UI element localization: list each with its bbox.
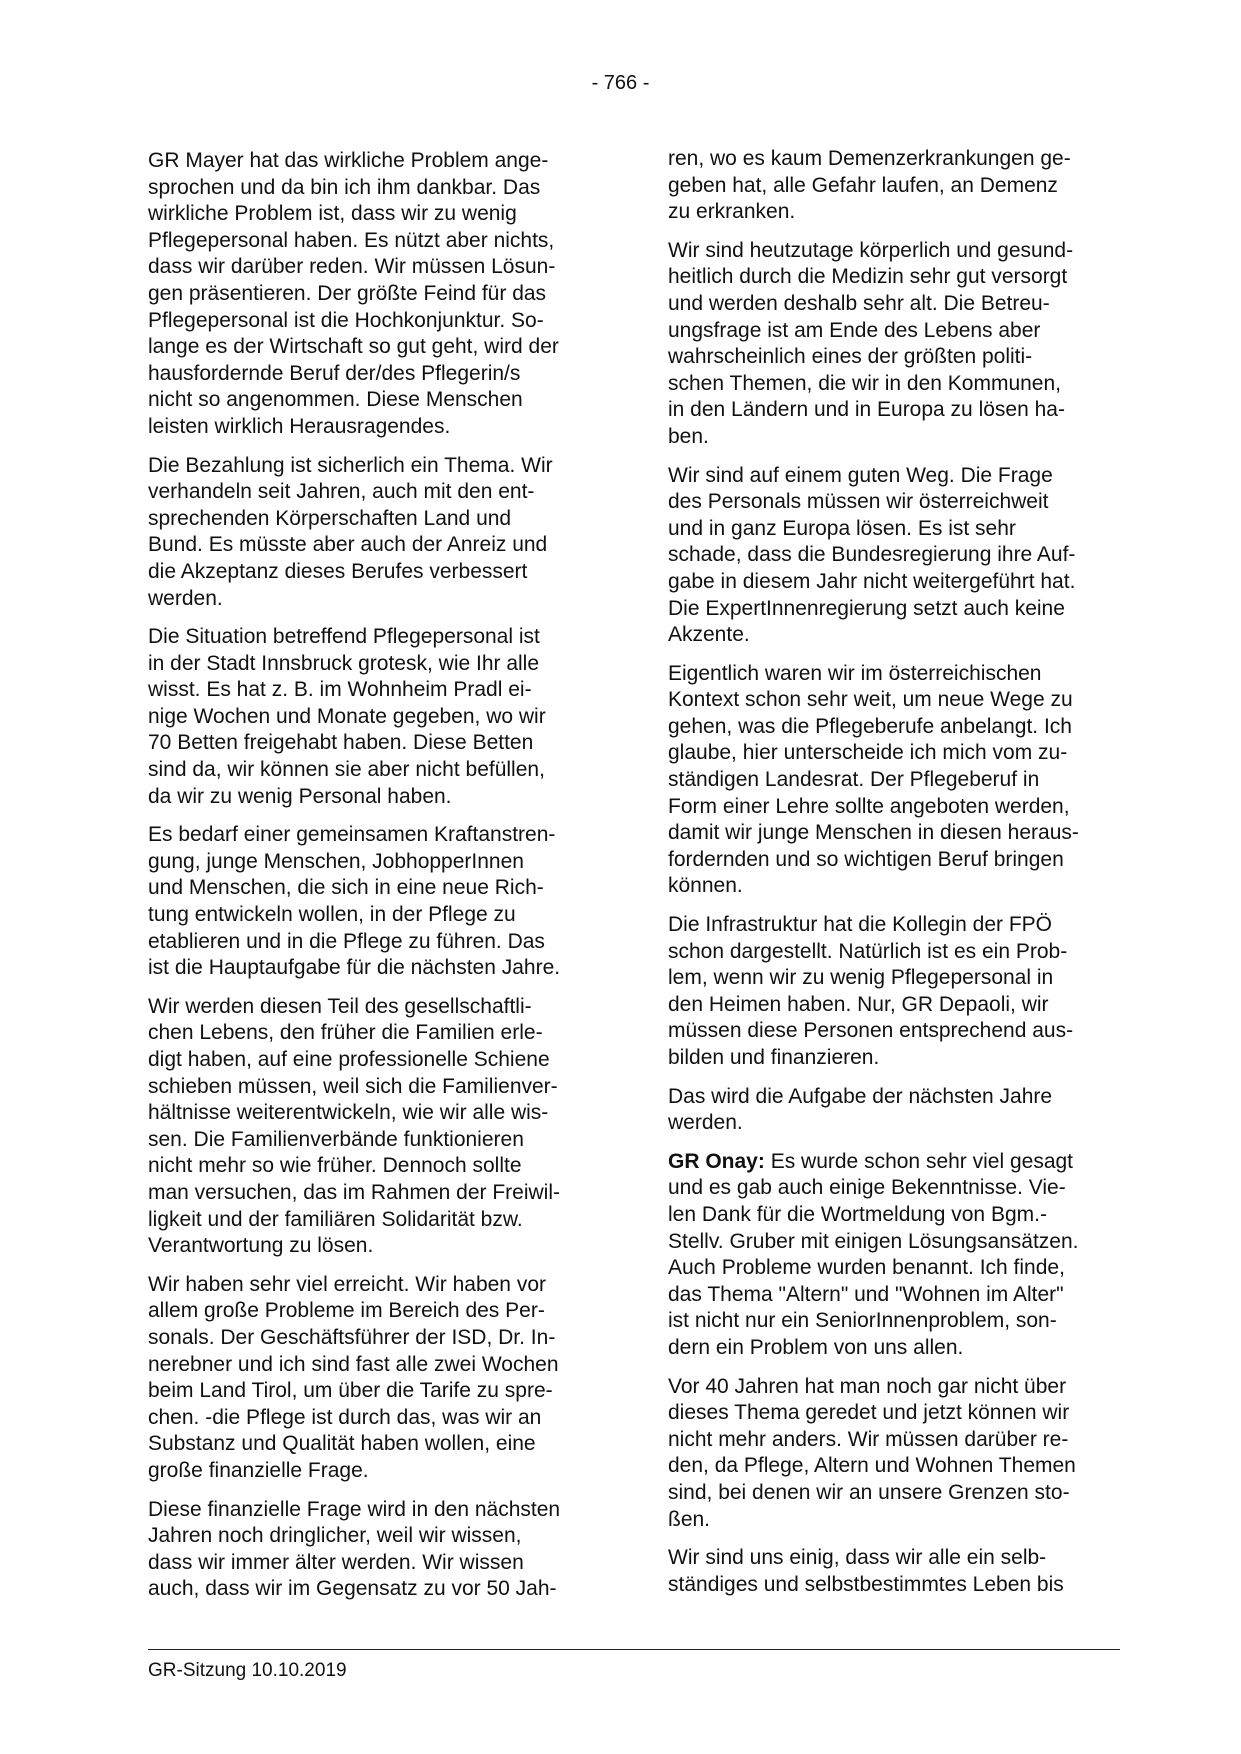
text-line: nerebner und ich sind fast alle zwei Wochen — [148, 1352, 559, 1376]
text-line: chen Lebens, den früher die Familien erle- — [148, 1021, 543, 1045]
text-line: den, da Pflege, Altern und Wohnen Themen — [668, 1454, 1076, 1478]
text-line: und es gab auch einige Bekenntnisse. Vie- — [668, 1176, 1066, 1200]
paragraph — [668, 1149, 1120, 1362]
footer-divider — [148, 1649, 1120, 1650]
text-line: Pflegepersonal haben. Es nützt aber nichts, — [148, 228, 555, 252]
text-line: Wir werden diesen Teil des gesellschaftli- — [148, 994, 532, 1018]
text-line: in den Ländern und in Europa zu lösen ha- — [668, 398, 1065, 422]
paragraph — [668, 1545, 1120, 1598]
text-line: ben. — [668, 424, 709, 448]
paragraph — [148, 1272, 600, 1485]
text-line: tung entwickeln wollen, in der Pflege zu — [148, 903, 516, 927]
text-line: den Heimen haben. Nur, GR Depaoli, wir — [668, 992, 1049, 1016]
left-column — [148, 148, 600, 1615]
text-line: Vor 40 Jahren hat man noch gar nicht über — [668, 1374, 1067, 1398]
speaker-label: GR Onay: — [668, 1149, 765, 1173]
text-line: dass wir immer älter werden. Wir wissen — [148, 1550, 524, 1574]
paragraph — [148, 1497, 600, 1603]
text-line: Bund. Es müsste aber auch der Anreiz und — [148, 533, 548, 557]
text-line: Kontext schon sehr weit, um neue Wege zu — [668, 688, 1073, 712]
text-line: Die Bezahlung ist sicherlich ein Thema. Wir — [148, 453, 553, 477]
paragraph — [148, 148, 600, 441]
text-line: 70 Betten freigehabt haben. Diese Betten — [148, 731, 534, 755]
text-line: schieben müssen, weil sich die Familienver- — [148, 1074, 558, 1098]
text-line: nicht so angenommen. Diese Menschen — [148, 388, 523, 412]
paragraph — [668, 463, 1120, 649]
paragraph — [668, 912, 1120, 1072]
text-line: gehen, was die Pflegeberufe anbelangt. Ich — [668, 714, 1072, 738]
text-line: GR Mayer hat das wirkliche Problem ange- — [148, 149, 549, 172]
text-line: gabe in diesem Jahr nicht weitergeführt hat. — [668, 569, 1076, 593]
paragraph — [148, 453, 600, 613]
text-line: ständigen Landesrat. Der Pflegeberuf in — [668, 768, 1040, 792]
text-line: Pflegepersonal ist die Hochkonjunktur. So- — [148, 308, 544, 332]
text-line: Das wird die Aufgabe der nächsten Jahre — [668, 1084, 1053, 1108]
text-line: auch, dass wir im Gegensatz zu vor 50 Jah- — [148, 1577, 557, 1601]
text-line: die Akzeptanz dieses Berufes verbessert — [148, 559, 528, 583]
text-line: da wir zu wenig Personal haben. — [148, 784, 452, 808]
text-line: schon dargestellt. Natürlich ist es ein Prob- — [668, 939, 1068, 963]
text-line: nige Wochen und Monate gegeben, wo wir — [148, 704, 546, 728]
text-line: wisst. Es hat z. B. im Wohnheim Pradl ei- — [148, 678, 532, 702]
footer-session-date: GR-Sitzung 10.10.2019 — [148, 1660, 347, 1681]
text-line: ren, wo es kaum Demenzerkrankungen ge- — [668, 147, 1071, 170]
text-line: werden. — [668, 1111, 743, 1135]
text-line: und Menschen, die sich in eine neue Rich- — [148, 876, 544, 900]
text-line: Verantwortung zu lösen. — [148, 1234, 374, 1258]
text-line: ligkeit und der familiären Solidarität bzw. — [148, 1207, 523, 1231]
text-line: müssen diese Personen entsprechend aus- — [668, 1019, 1074, 1043]
text-line: sprochen und da bin ich ihm dankbar. Das — [148, 175, 541, 199]
text-line: leisten wirklich Herausragendes. — [148, 414, 451, 438]
text-line: werden. — [148, 586, 223, 610]
text-line: dieses Thema geredet und jetzt können wir — [668, 1401, 1070, 1425]
text-line: und in ganz Europa lösen. Es ist sehr — [668, 516, 1016, 540]
text-line: glaube, hier unterscheide ich mich vom zu- — [668, 741, 1068, 765]
text-line: Die Infrastruktur hat die Kollegin der FPÖ — [668, 913, 1053, 937]
text-line: sind da, wir können sie aber nicht befüllen, — [148, 758, 545, 782]
text-line: hältnisse weiterentwickeln, wie wir alle wis- — [148, 1101, 549, 1125]
text-line: können. — [668, 874, 743, 898]
text-line: ungsfrage ist am Ende des Lebens aber — [668, 318, 1041, 342]
text-line: ßen. — [668, 1507, 711, 1531]
text-line: man versuchen, das im Rahmen der Freiwil- — [148, 1180, 560, 1204]
paragraph — [668, 1374, 1120, 1534]
text-line: gung, junge Menschen, JobhopperInnen — [148, 849, 524, 873]
text-line: verhandeln seit Jahren, auch mit den ent- — [148, 480, 535, 504]
text-line: fordernden und so wichtigen Beruf bringen — [668, 847, 1064, 871]
text-line: Wir sind heutzutage körperlich und gesund- — [668, 238, 1074, 262]
paragraph — [668, 661, 1120, 900]
paragraph — [148, 994, 600, 1260]
text-line: Jahren noch dringlicher, weil wir wissen, — [148, 1524, 522, 1548]
text-line: Form einer Lehre sollte angeboten werden, — [668, 794, 1070, 818]
text-line: in der Stadt Innsbruck grotesk, wie Ihr alle — [148, 651, 540, 675]
text-line: Diese finanzielle Frage wird in den nächsten — [148, 1497, 561, 1521]
text-line: dass wir darüber reden. Wir müssen Lösun- — [148, 255, 556, 279]
text-line: das Thema "Altern" und "Wohnen im Alter" — [668, 1282, 1064, 1306]
text-line: allem große Probleme im Bereich des Per- — [148, 1299, 545, 1323]
text-line: große finanzielle Frage. — [148, 1458, 369, 1482]
text-line: schade, dass die Bundesregierung ihre Auf- — [668, 543, 1076, 567]
text-line: etablieren und in die Pflege zu führen. Das — [148, 929, 545, 953]
text-line: Es bedarf einer gemeinsamen Kraftanstren- — [148, 823, 556, 847]
text-line: lange es der Wirtschaft so gut geht, wird der — [148, 335, 559, 359]
paragraph — [148, 624, 600, 810]
right-column — [668, 146, 1120, 1610]
text-line: Eigentlich waren wir im österreichischen — [668, 661, 1042, 685]
paragraph — [668, 146, 1120, 226]
text-line: Die Situation betreffend Pflegepersonal ist — [148, 625, 540, 649]
text-line: chen. -die Pflege ist durch das, was wir an — [148, 1405, 542, 1429]
text-line: damit wir junge Menschen in diesen heraus- — [668, 821, 1079, 845]
text-line: Stellv. Gruber mit einigen Lösungsansätzen. — [668, 1229, 1079, 1253]
text-line: digt haben, auf eine professionelle Schiene — [148, 1048, 550, 1071]
text-line: bilden und finanzieren. — [668, 1046, 880, 1069]
text-line: sind, bei denen wir an unsere Grenzen sto- — [668, 1480, 1070, 1504]
text-line: und werden deshalb sehr alt. Die Betreu- — [668, 291, 1050, 315]
text-line — [668, 1149, 1120, 1176]
paragraph — [668, 1084, 1120, 1137]
text-line: Wir sind auf einem guten Weg. Die Frage — [668, 463, 1053, 487]
text-line: Akzente. — [668, 623, 750, 647]
text-line: wahrscheinlich eines der größten politi- — [668, 345, 1033, 369]
text-line: ist nicht nur ein SeniorInnenproblem, son- — [668, 1309, 1057, 1333]
text-line: sonals. Der Geschäftsführer der ISD, Dr. In- — [148, 1325, 556, 1349]
text-line: beim Land Tirol, um über die Tarife zu spre- — [148, 1379, 553, 1403]
text-line: Substanz und Qualität haben wollen, eine — [148, 1432, 536, 1456]
text-line: wirkliche Problem ist, dass wir zu wenig — [148, 202, 517, 226]
text-line: heitlich durch die Medizin sehr gut versorgt — [668, 265, 1068, 289]
text-line: gen präsentieren. Der größte Feind für das — [148, 281, 547, 305]
text-line: Die ExpertInnenregierung setzt auch keine — [668, 596, 1065, 620]
text-line: Wir haben sehr viel erreicht. Wir haben vor — [148, 1272, 546, 1296]
text-line: nicht mehr anders. Wir müssen darüber re- — [668, 1427, 1069, 1451]
paragraph — [668, 238, 1120, 451]
page-number: - 766 - — [591, 72, 650, 94]
text-line: schen Themen, die wir in den Kommunen, — [668, 371, 1061, 395]
text-line: des Personals müssen wir österreichweit — [668, 490, 1049, 514]
paragraph — [148, 822, 600, 982]
line-text: Es wurde schon sehr viel gesagt — [764, 1149, 1074, 1173]
text-line: nicht mehr so wie früher. Dennoch sollte — [148, 1154, 522, 1178]
text-line: sprechenden Körperschaften Land und — [148, 506, 512, 530]
text-line: len Dank für die Wortmeldung von Bgm.- — [668, 1202, 1047, 1226]
text-line: ist die Hauptaufgabe für die nächsten Jahre. — [148, 956, 561, 980]
text-line: Auch Probleme wurden benannt. Ich finde, — [668, 1256, 1065, 1280]
text-line: dern ein Problem von uns allen. — [668, 1335, 964, 1359]
text-line: lem, wenn wir zu wenig Pflegepersonal in — [668, 966, 1054, 990]
text-line: hausfordernde Beruf der/des Pflegerin/s — [148, 361, 521, 385]
text-line: geben hat, alle Gefahr laufen, an Demenz — [668, 173, 1058, 197]
text-line: Wir sind uns einig, dass wir alle ein selb- — [668, 1546, 1047, 1570]
text-line: sen. Die Familienverbände funktionieren — [148, 1127, 524, 1151]
text-line: ständiges und selbstbestimmtes Leben bis — [668, 1572, 1064, 1596]
text-line: zu erkranken. — [668, 200, 796, 224]
